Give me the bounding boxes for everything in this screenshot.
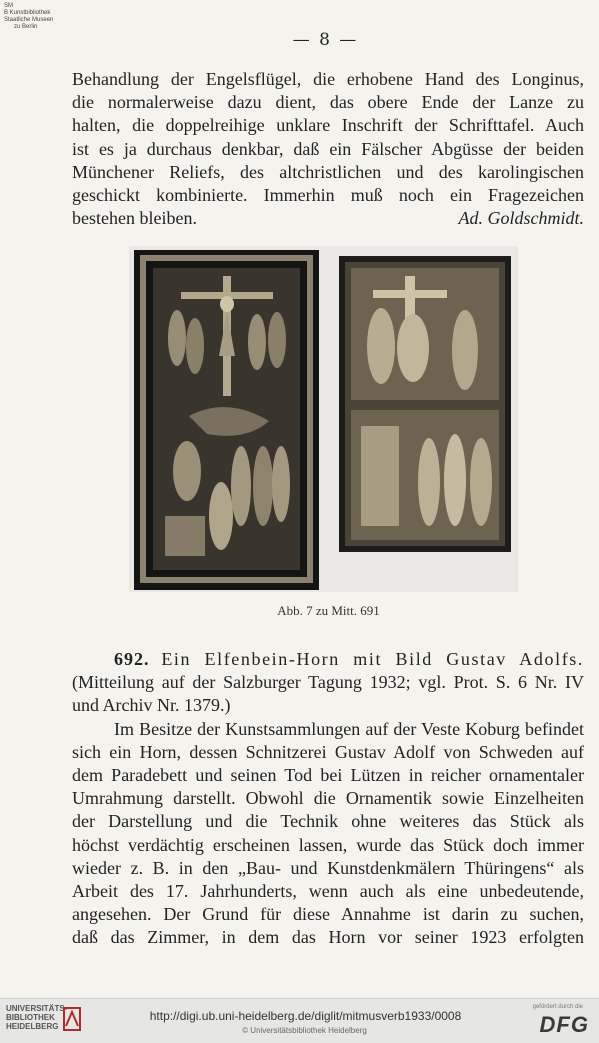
- text-line: sich ein Horn, dessen Schnitzerei Gustav Adolf von Schweden auf: [72, 741, 584, 762]
- text-line: bestehen bleiben.: [72, 208, 197, 229]
- text-line: Im Besitze der Kunstsammlungen auf der Veste Koburg befindet: [114, 718, 584, 739]
- relief-illustration: [129, 246, 518, 592]
- university-label-line: HEIDELBERG: [6, 1022, 59, 1031]
- text-line: höchst verdächtig erscheinen lassen, wurde das Stück doch immer: [72, 834, 584, 855]
- text-line: Münchener Reliefs, des altchristlichen und des karolingischen: [72, 161, 584, 182]
- author-signature: Ad. Goldschmidt.: [458, 208, 584, 229]
- text-line: angesehen. Der Grund für diese Annahme ist darin zu suchen,: [72, 904, 584, 925]
- text-line: der Darstellung und die Technik ohne weiteres das Stück als: [72, 811, 584, 832]
- text-line: ist es ja durchaus denkbar, daß ein Fälscher Abgüsse der beiden: [72, 138, 584, 159]
- text-line: wieder z. B. in den „Bau- und Kunstdenkmälern Thüringens“ als: [72, 857, 584, 878]
- library-stamp: [4, 3, 53, 31]
- text-line: die normalerweise dazu dient, das obere Ende der Lanze zu: [72, 92, 584, 113]
- text-line: daß das Zimmer, in dem das Horn vor seiner 1923 erfolgten: [72, 927, 584, 948]
- text-line: geschickt kombinierte. Immerhin muß noch ein Fragezeichen: [72, 185, 584, 206]
- text-line: Behandlung der Engelsflügel, die erhobene Hand des Longinus,: [72, 69, 584, 89]
- text-line: und Archiv Nr. 1379.): [72, 695, 231, 716]
- stamp-line: Staatliche Museen: [4, 17, 54, 23]
- closing-line: [72, 207, 584, 230]
- copyright-notice: © Universitätsbibliothek Heidelberg: [242, 1026, 367, 1035]
- university-label-line: UNIVERSITÄTS-: [6, 1004, 68, 1013]
- entry-692: [72, 648, 584, 950]
- stamp-line: SM: [4, 3, 13, 9]
- text-line: Arbeit des 17. Jahrhunderts, wenn auch als eine unbedeutende,: [72, 881, 584, 902]
- funding-note: gefördert durch die: [532, 1004, 583, 1010]
- figure-caption: Abb. 7 zu Mitt. 691: [277, 603, 380, 618]
- text-line: (Mitteilung auf der Salzburger Tagung 1932; vgl. Prot. S. 6 Nr. IV: [72, 672, 584, 693]
- figure-ivory-reliefs: [129, 246, 518, 592]
- entry-heading: [72, 648, 584, 671]
- university-label-line: BIBLIOTHEK: [6, 1013, 55, 1022]
- entry-number: 692.: [114, 649, 150, 669]
- stamp-line: B Kunstbibliothek: [4, 10, 51, 16]
- stamp-line: zu Berlin: [14, 24, 38, 30]
- text-line: dem Paradebett und seinen Tod bei Lützen in reicher ornamentaler: [72, 765, 584, 786]
- text-line: Umrahmung darstellt. Obwohl die Ornamentik sowie Einzelheiten: [72, 788, 584, 809]
- paragraph-goldschmidt: [72, 68, 584, 230]
- page-number: — 8 —: [292, 30, 359, 50]
- permalink-url[interactable]: http://digi.ub.uni-heidelberg.de/diglit/mitmusverb1933/0008: [149, 1009, 462, 1023]
- text-line: halten, die doppelreihige unklare Inschrift der Schrifttafel. Auch: [72, 115, 584, 136]
- viewer-footer: [0, 998, 599, 1043]
- dfg-logo: DFG: [539, 1012, 589, 1037]
- entry-title: Ein Elfenbein-Horn mit Bild Gustav Adolfs.: [161, 649, 584, 669]
